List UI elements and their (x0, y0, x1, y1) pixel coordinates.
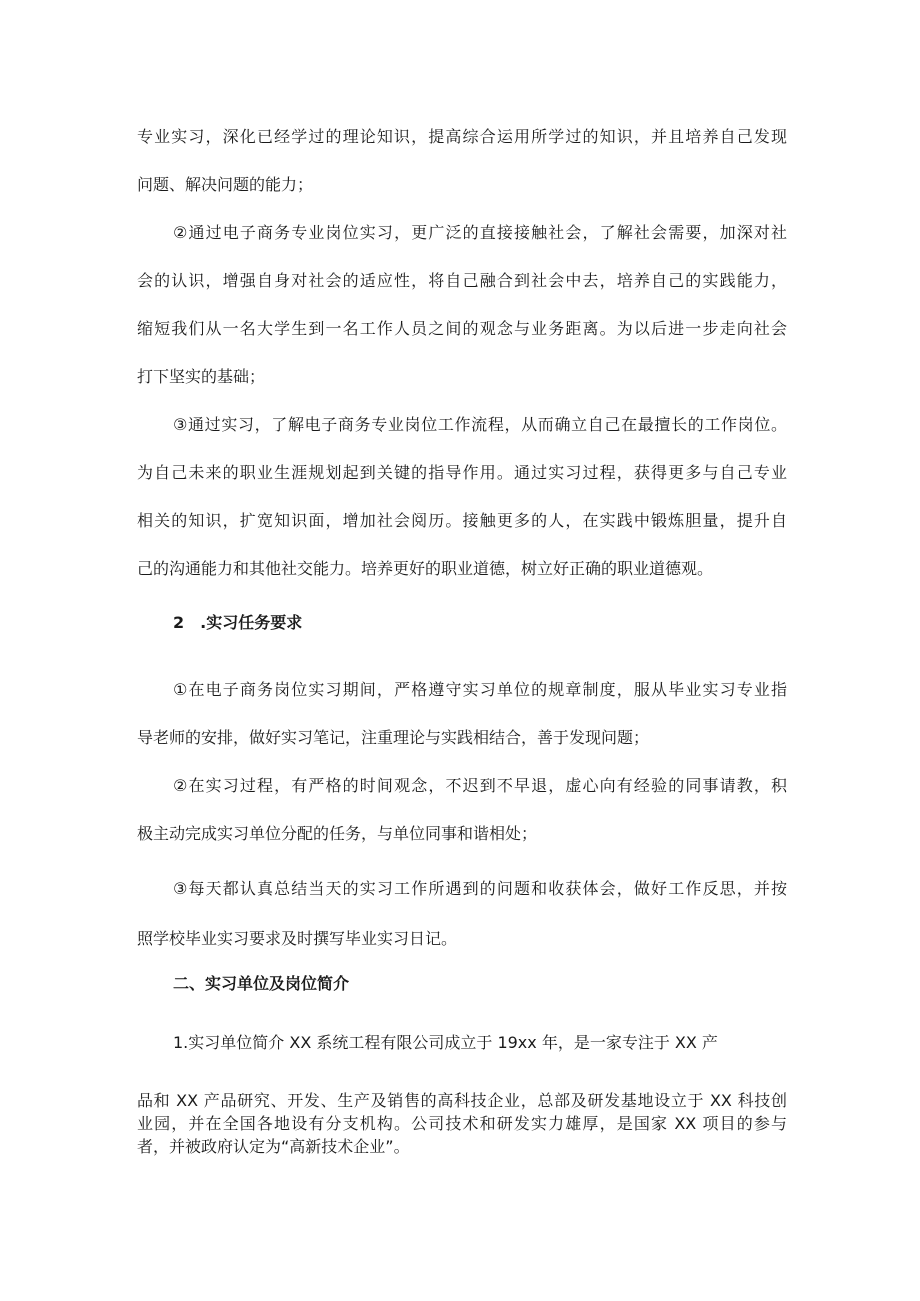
text-line: 问题、解决问题的能力； (137, 175, 314, 194)
text-line: 导老师的安排，做好实习笔记，注重理论与实践相结合，善于发现问题； (137, 728, 650, 747)
text-line: ②在实习过程，有严格的时间观念，不迟到不早退，虚心向有经验的同事请教，积 (173, 776, 787, 795)
text-line: 专业实习，深化已经学过的理论知识，提高综合运用所学过的知识，并且培养自己发现 (137, 127, 787, 146)
text-line: 者，并被政府认定为“高新技术企业”。 (137, 1137, 410, 1156)
section-heading: 二、实习单位及岗位简介 (173, 974, 350, 993)
text-line: 为自己未来的职业生涯规划起到关键的指导作用。通过实习过程，获得更多与自己专业 (137, 463, 787, 482)
text-line: 己的沟通能力和其他社交能力。培养更好的职业道德，树立好正确的职业道德观。 (137, 559, 714, 578)
text-line: ③通过实习，了解电子商务专业岗位工作流程，从而确立自己在最擅长的工作岗位。 (173, 415, 787, 434)
text-line: 相关的知识，扩宽知识面，增加社会阅历。接触更多的人，在实践中锻炼胆量，提升自 (137, 511, 787, 530)
text-line: 1.实习单位简介 XX 系统工程有限公司成立于 19xx 年，是一家专注于 XX 产 (173, 1033, 718, 1052)
text-line: ③每天都认真总结当天的实习工作所遇到的问题和收获体会，做好工作反思，并按 (173, 879, 787, 898)
text-line: 照学校毕业实习要求及时撰写毕业实习日记。 (137, 929, 458, 948)
text-line: ②通过电子商务专业岗位实习，更广泛的直接接触社会，了解社会需要，加深对社 (173, 223, 787, 242)
text-line: ①在电子商务岗位实习期间，严格遵守实习单位的规章制度，服从毕业实习专业指 (173, 680, 787, 699)
text-line: 品和 XX 产品研究、开发、生产及销售的高科技企业，总部及研发基地设立于 XX 科技创 (137, 1091, 787, 1110)
text-line: 业园，并在全国各地设有分支机构。公司技术和研发实力雄厚，是国家 XX 项目的参与 (137, 1114, 787, 1133)
text-line: 缩短我们从一名大学生到一名工作人员之间的观念与业务距离。为以后进一步走向社会 (137, 319, 787, 338)
text-line: 极主动完成实习单位分配的任务，与单位同事和谐相处； (137, 824, 538, 843)
text-line: 打下坚实的基础； (137, 367, 266, 386)
section-heading: 2 .实习任务要求 (173, 613, 303, 632)
text-line: 会的认识，增强自身对社会的适应性，将自己融合到社会中去，培养自己的实践能力， (137, 271, 787, 290)
